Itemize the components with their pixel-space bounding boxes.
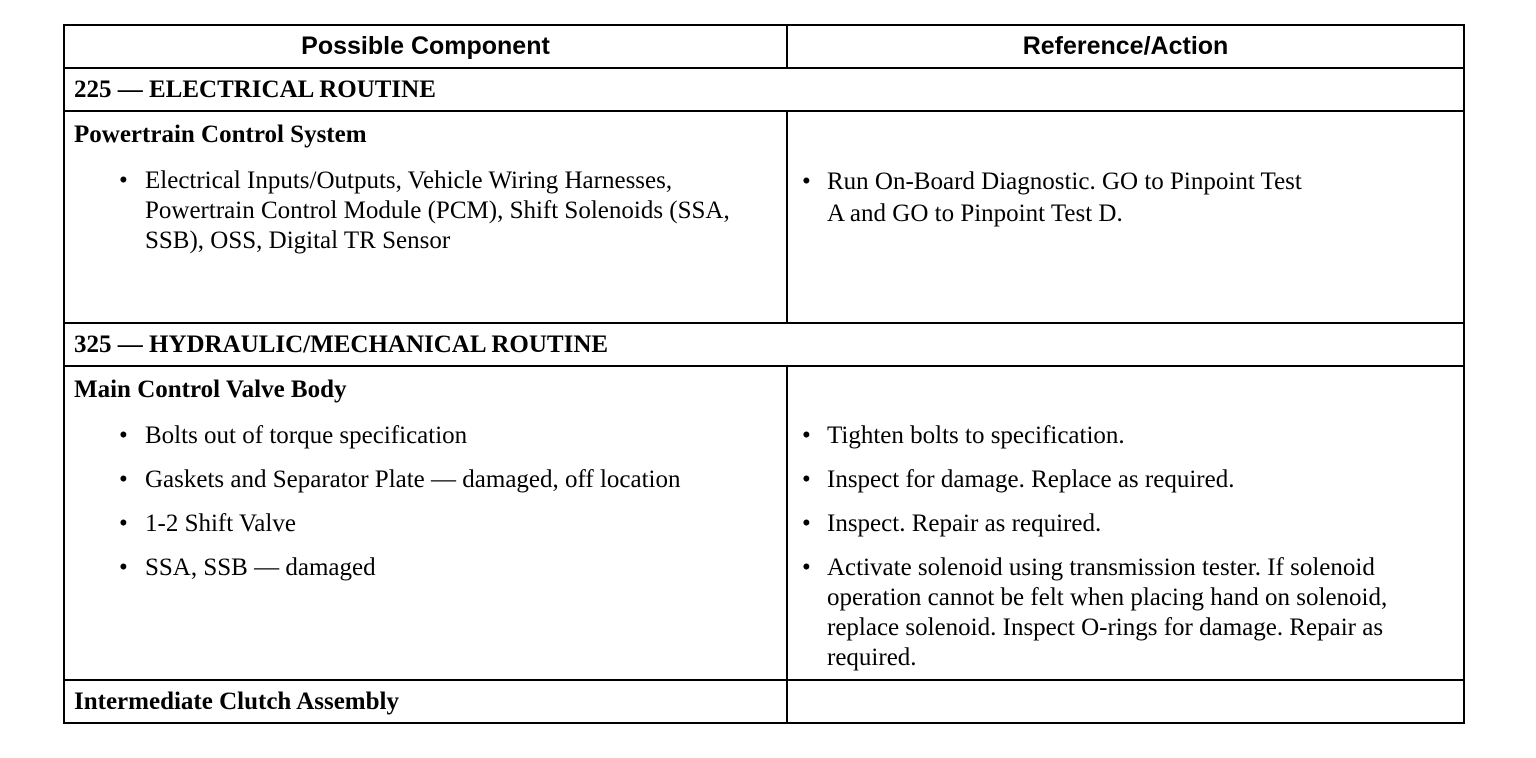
component-text: 1-2 Shift Valve — [145, 510, 296, 537]
header-possible-component: Possible Component — [64, 25, 787, 68]
component-list — [65, 421, 786, 583]
section-title: 225 — ELECTRICAL ROUTINE — [64, 68, 1464, 111]
group-row-main-control-valve-body — [64, 366, 1464, 680]
list-item — [65, 509, 786, 553]
component-text: Gaskets and Separator Plate — damaged, off location — [145, 466, 681, 493]
list-item — [788, 465, 1443, 509]
component-text: SSA, SSB — damaged — [145, 554, 376, 581]
list-item — [788, 553, 1443, 673]
action-text: Activate solenoid using transmission tester. If solenoid operation cannot be felt when placing hand on solenoid, replace solenoid. Inspect O-rings for damage. Repair as required. — [827, 554, 1388, 671]
list-item — [65, 465, 786, 509]
group-row-intermediate-clutch — [64, 680, 1464, 723]
action-text: Inspect. Repair as required. — [827, 510, 1102, 537]
action-cell — [787, 111, 1464, 323]
diagnosis-table — [63, 24, 1465, 724]
action-cell — [787, 680, 1464, 723]
section-title: 325 — HYDRAULIC/MECHANICAL ROUTINE — [64, 323, 1464, 366]
action-text: Tighten bolts to specification. — [827, 422, 1125, 449]
action-text: Run On-Board Diagnostic. GO to Pinpoint Test A and GO to Pinpoint Test D. — [827, 168, 1302, 227]
bullet-icon: • — [119, 554, 128, 581]
component-cell — [64, 366, 787, 680]
action-text: Inspect for damage. Replace as required. — [827, 466, 1235, 493]
bullet-icon: • — [119, 167, 128, 194]
bullet-icon: • — [802, 168, 811, 195]
bullet-icon: • — [802, 510, 811, 537]
component-text: Bolts out of torque specification — [145, 422, 468, 449]
action-cell — [787, 366, 1464, 680]
list-item — [788, 166, 1323, 230]
component-cell — [64, 680, 787, 723]
header-row — [64, 25, 1464, 68]
list-item — [65, 166, 756, 256]
bullet-icon: • — [802, 422, 811, 449]
bullet-icon: • — [119, 422, 128, 449]
list-item — [788, 509, 1443, 553]
action-list — [788, 166, 1463, 230]
component-cell — [64, 111, 787, 323]
bullet-icon: • — [119, 466, 128, 493]
header-reference-action: Reference/Action — [787, 25, 1464, 68]
bullet-icon: • — [802, 466, 811, 493]
group-title: Main Control Valve Body — [74, 376, 347, 403]
group-row-powertrain — [64, 111, 1464, 323]
list-item — [788, 421, 1443, 465]
list-item — [65, 553, 786, 583]
bullet-icon: • — [802, 554, 811, 581]
group-title: Intermediate Clutch Assembly — [74, 688, 399, 715]
group-title: Powertrain Control System — [74, 121, 367, 148]
component-text: Electrical Inputs/Outputs, Vehicle Wiring Harnesses, Powertrain Control Module (PCM), Shift Solenoids (SSA, SSB), OSS, Digital TR Sensor — [145, 167, 730, 254]
section-row-electrical — [64, 68, 1464, 111]
action-list — [788, 421, 1463, 673]
component-list — [65, 166, 786, 256]
section-row-hydraulic — [64, 323, 1464, 366]
list-item — [65, 421, 786, 465]
bullet-icon: • — [119, 510, 128, 537]
